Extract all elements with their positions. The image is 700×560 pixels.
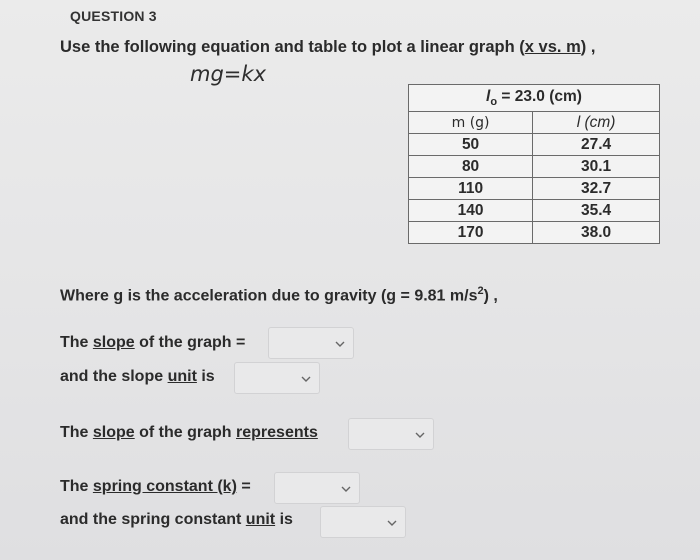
- label-pre: The: [60, 424, 93, 441]
- table-row: [409, 134, 660, 156]
- label-pre: and the slope: [60, 368, 168, 385]
- question-number: QUESTION 3: [70, 8, 157, 24]
- table-row: [409, 178, 660, 200]
- equation-rhs: kx: [241, 62, 266, 86]
- label-key: slope: [92, 424, 135, 441]
- cell-l: 30.1: [533, 156, 660, 178]
- table-row: [409, 156, 660, 178]
- cell-m: 110: [409, 178, 533, 200]
- label-post: is: [275, 511, 293, 528]
- gravity-exponent: 2: [477, 285, 484, 297]
- equation-lhs: mg: [190, 62, 224, 86]
- instruction-text: [60, 38, 595, 57]
- data-table: [408, 84, 660, 244]
- label-key: unit: [167, 368, 197, 385]
- table-row: [409, 200, 660, 222]
- slope-represents-dropdown[interactable]: [348, 418, 434, 450]
- table-title-symbol: l: [486, 87, 491, 105]
- column-header-l: l (cm): [533, 112, 660, 134]
- cell-m: 140: [409, 200, 533, 222]
- slope-value-label: [60, 334, 245, 352]
- cell-l: 32.7: [533, 178, 660, 200]
- chevron-down-icon: [414, 429, 426, 441]
- label-key: slope: [92, 334, 135, 351]
- label-mid: of the graph: [134, 424, 237, 441]
- cell-l: 27.4: [533, 134, 660, 156]
- cell-l: 38.0: [533, 222, 660, 244]
- table-title: [409, 85, 660, 112]
- label-key: unit: [245, 511, 276, 528]
- label-post: of the graph =: [134, 334, 246, 351]
- cell-m: 50: [409, 134, 533, 156]
- column-header-m: m (g): [409, 112, 533, 134]
- slope-represents-label: [60, 424, 318, 442]
- cell-m: 80: [409, 156, 533, 178]
- instruction-suffix: ) ,: [580, 38, 596, 56]
- gravity-suffix: ) ,: [483, 287, 498, 305]
- cell-l: 35.4: [533, 200, 660, 222]
- label-key2: represents: [236, 424, 318, 441]
- chevron-down-icon: [386, 517, 398, 529]
- slope-value-dropdown[interactable]: [268, 327, 354, 359]
- spring-constant-dropdown[interactable]: [274, 472, 360, 504]
- spring-unit-label: [60, 511, 293, 529]
- spring-constant-label: [60, 478, 251, 496]
- gravity-statement: [60, 285, 498, 305]
- equation: [190, 62, 266, 86]
- table-header-row: [409, 112, 660, 134]
- cell-m: 170: [409, 222, 533, 244]
- label-pre: and the spring constant: [60, 511, 246, 528]
- table-row: [409, 222, 660, 244]
- label-pre: The: [60, 334, 93, 351]
- table-title-value: = 23.0 (cm): [497, 87, 582, 105]
- chevron-down-icon: [340, 483, 352, 495]
- equation-equals: =: [223, 62, 242, 86]
- instruction-axes: x vs. m: [524, 38, 581, 56]
- table-title-subscript: o: [490, 96, 498, 109]
- chevron-down-icon: [300, 373, 312, 385]
- spring-unit-dropdown[interactable]: [320, 506, 406, 538]
- label-post: =: [236, 478, 251, 495]
- instruction-prefix: Use the following equation and table to plot a linear graph (: [60, 38, 525, 56]
- chevron-down-icon: [334, 338, 346, 350]
- label-key: spring constant (k): [92, 478, 237, 495]
- gravity-prefix: Where g is the acceleration due to gravity (g = 9.81 m/s: [60, 287, 478, 305]
- slope-unit-label: [60, 368, 215, 386]
- slope-unit-dropdown[interactable]: [234, 362, 320, 394]
- label-pre: The: [60, 478, 93, 495]
- label-post: is: [196, 368, 215, 385]
- table-title-row: [409, 85, 660, 112]
